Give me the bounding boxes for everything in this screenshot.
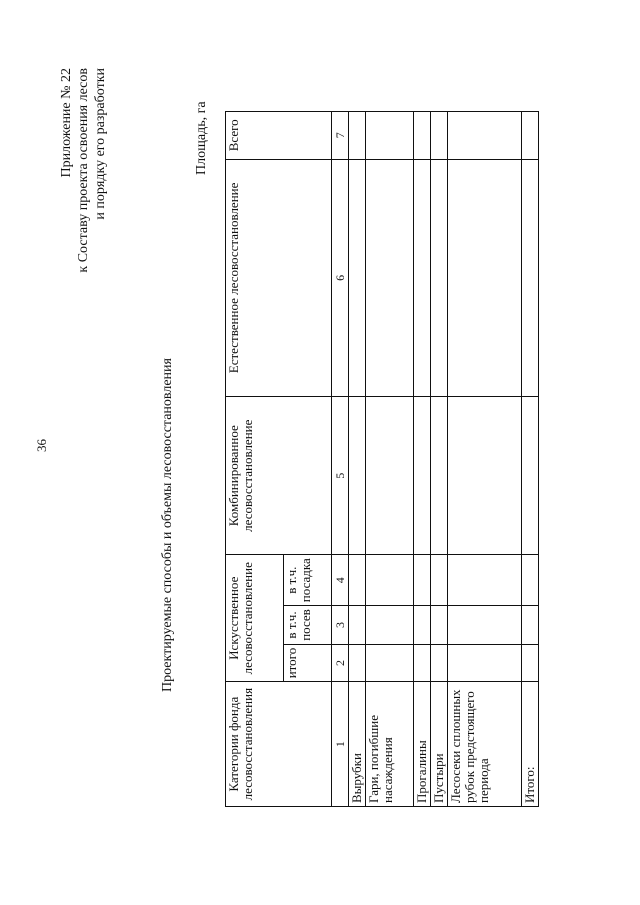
table-cell xyxy=(431,159,448,397)
table-row xyxy=(414,112,431,807)
header-planting: в т.ч. посадка xyxy=(284,555,332,606)
row-category: Пустыри xyxy=(431,682,448,807)
table-cell xyxy=(414,606,431,645)
header-total-all: Всего xyxy=(226,112,332,160)
table-cell xyxy=(431,606,448,645)
header-category: Категории фонда лесовосстановления xyxy=(226,682,332,807)
table-cell xyxy=(448,606,522,645)
row-category: Прогалины xyxy=(414,682,431,807)
table-cell xyxy=(448,644,522,681)
table-cell xyxy=(349,606,366,645)
table-cell xyxy=(522,112,539,160)
row-category: Гари, погибшие насаждения xyxy=(366,682,414,807)
col-number: 3 xyxy=(332,606,349,645)
table-cell xyxy=(366,112,414,160)
table-cell xyxy=(431,397,448,555)
appendix-line-1: Приложение № 22 xyxy=(59,68,74,178)
header-artificial: Искусственное лесовосстановление xyxy=(226,555,284,682)
table-cell xyxy=(366,397,414,555)
table-cell xyxy=(349,112,366,160)
col-number: 7 xyxy=(332,112,349,160)
table-cell xyxy=(349,397,366,555)
col-number: 4 xyxy=(332,555,349,606)
unit-label: Площадь, га xyxy=(194,101,209,175)
col-number: 6 xyxy=(332,159,349,397)
document-title: Проектируемые способы и объемы лесовосстановления xyxy=(160,358,175,692)
table-cell xyxy=(349,644,366,681)
table-cell xyxy=(448,397,522,555)
header-subtotal: итого xyxy=(284,644,332,681)
row-category: Лесосеки сплошных рубок предстоящего периода xyxy=(448,682,522,807)
table-cell xyxy=(414,159,431,397)
table-cell xyxy=(366,644,414,681)
header-natural: Естественное лесовосстановление xyxy=(226,159,332,397)
table-cell xyxy=(414,112,431,160)
header-row-1 xyxy=(226,112,284,807)
table-cell xyxy=(414,555,431,606)
table-row xyxy=(366,112,414,807)
table-cell xyxy=(431,112,448,160)
table-cell xyxy=(522,397,539,555)
table-cell xyxy=(522,555,539,606)
reforestation-table xyxy=(225,111,539,807)
table-row xyxy=(349,112,366,807)
table-cell xyxy=(349,555,366,606)
table-cell xyxy=(366,159,414,397)
appendix-line-2: к Составу проекта освоения лесов xyxy=(76,68,91,273)
appendix-note xyxy=(58,68,109,273)
table-cell xyxy=(366,606,414,645)
table-cell xyxy=(366,555,414,606)
column-number-row xyxy=(332,112,349,807)
table-cell xyxy=(448,555,522,606)
page-number: 36 xyxy=(34,439,49,452)
header-seeding: в т.ч. посев xyxy=(284,606,332,645)
table-cell xyxy=(522,159,539,397)
table-row xyxy=(431,112,448,807)
table-row-total xyxy=(522,112,539,807)
table-cell xyxy=(414,397,431,555)
table-cell xyxy=(522,644,539,681)
table-cell xyxy=(431,555,448,606)
row-category: Итого: xyxy=(522,682,539,807)
row-category: Вырубки xyxy=(349,682,366,807)
appendix-line-3: и порядку его разработки xyxy=(93,68,108,220)
col-number: 2 xyxy=(332,644,349,681)
header-combined: Комбинированное лесовосстановление xyxy=(226,397,332,555)
table-cell xyxy=(431,644,448,681)
table-cell xyxy=(349,159,366,397)
col-number: 5 xyxy=(332,397,349,555)
table-row xyxy=(448,112,522,807)
col-number: 1 xyxy=(332,682,349,807)
table-cell xyxy=(522,606,539,645)
table-cell xyxy=(414,644,431,681)
table-cell xyxy=(448,112,522,160)
table-cell xyxy=(448,159,522,397)
